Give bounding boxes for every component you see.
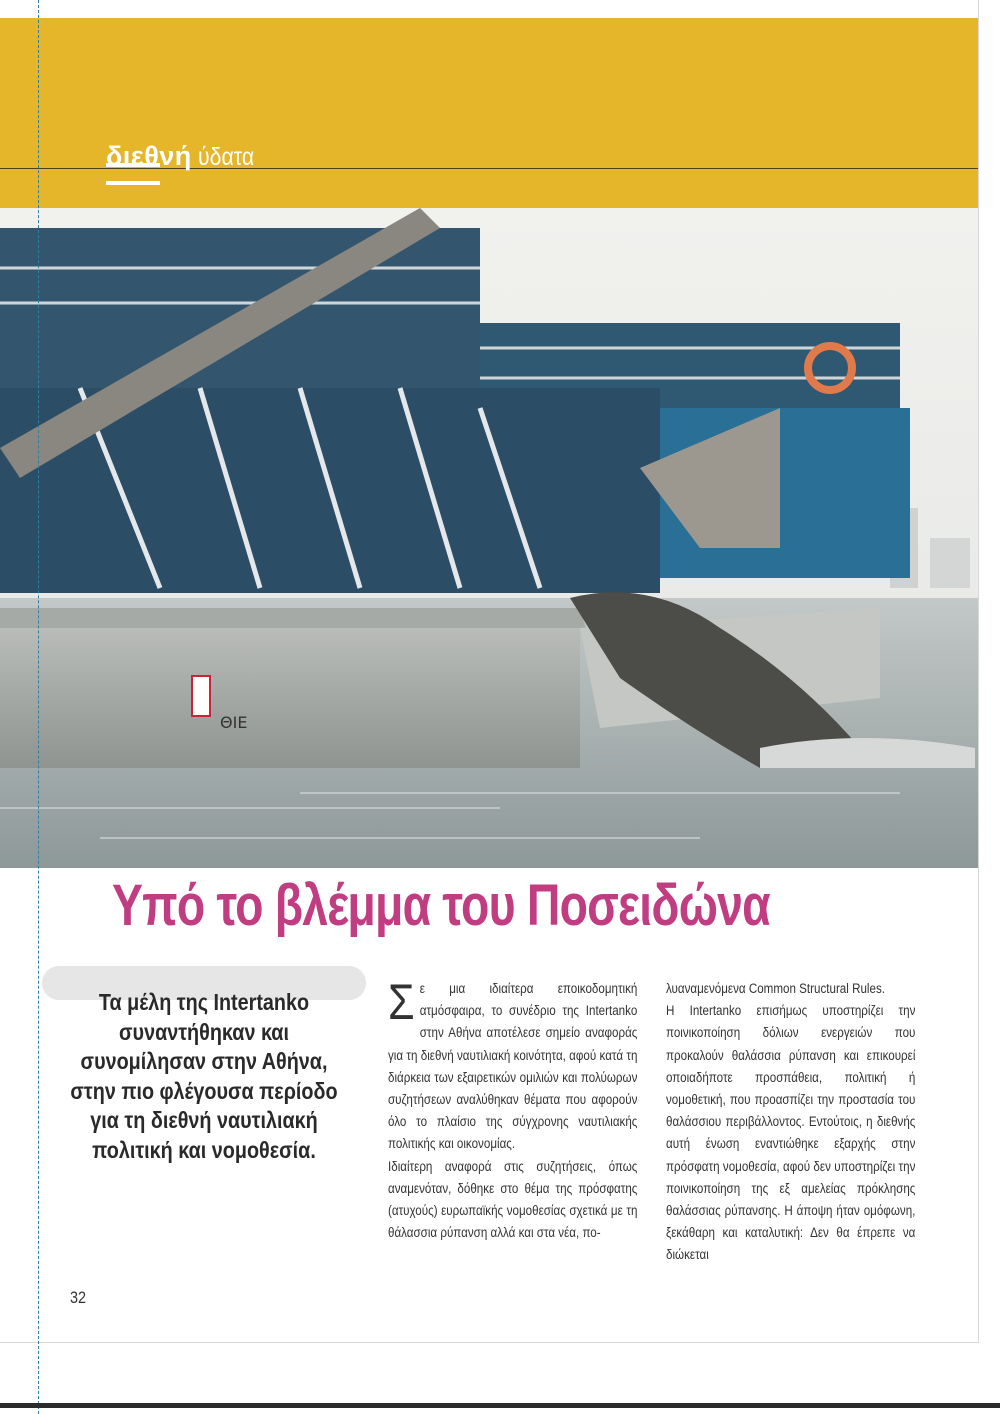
paragraph: λυαναμενόμενα Common Structural Rules. <box>666 981 885 996</box>
crop-guide-line <box>38 0 39 1414</box>
section-dash-bottom <box>106 181 160 185</box>
paragraph: Ιδιαίτερη αναφορά στις συζητήσεις, όπως αναμενόταν, δόθηκε στο θέμα της πρόσφατης (ατυχούς) ευρωπαϊκής νομοθεσίας σχετικά με τη θάλασσια ρύπανση αλλά και στα νέα, πο- <box>388 1158 638 1241</box>
paragraph-text: ε μια ιδιαίτερα εποικοδομητική ατμόσφαιρα, το συνέδριο της Intertanko στην Αθήνα αποτέλεσε σημείο αναφοράς για τη διεθνή ναυτιλιακή κοινότητα, αφού κατά τη διάρκεια των εξαιρετικών ομιλιών και πολύωρων συζητήσεων αναλύθηκαν θέματα που αφορούν όλο το πλαίσιο της σύγχρονης ναυτιλιακής πολιτικής και οικονομίας. <box>388 981 638 1152</box>
page-number: 32 <box>70 1288 87 1307</box>
dropcap: Σ <box>388 974 415 1030</box>
pullquote-text: Τα μέλη της Intertanko συναντήθηκαν και συνομίλησαν στην Αθήνα, στην πιο φλέγουσα περίοδο για τη διεθνή ναυτιλιακή πολιτική και νομοθεσία. <box>70 989 338 1163</box>
section-label <box>106 138 264 172</box>
ship-photo-icon <box>0 208 978 868</box>
article-title: Υπό το βλέμμα του Ποσειδώνα <box>112 873 770 938</box>
pullquote <box>42 966 366 1163</box>
section-label-light: ύδατα <box>197 143 254 171</box>
bottom-rule <box>0 1403 1000 1408</box>
ship-photo <box>0 208 978 868</box>
header-band <box>0 18 978 208</box>
svg-text:ΘΙΕ: ΘΙΕ <box>220 713 248 732</box>
paragraph <box>388 974 638 1156</box>
section-label-bold: διεθνή <box>106 141 192 171</box>
article-column-1 <box>388 974 638 1244</box>
paragraph: Η Intertanko επισήμως υποστηρίζει την ποινικοποίηση δόλιων ενεργειών που προκαλούν θαλάσσια ρύπανση και επικουρεί οποιαδήποτε προσπάθεια, πολιτική ή νομοθετική, που προασπίζει την προστασία του θαλάσσιου περιβάλλοντος. Εντούτοις, η διεθνής αυτή ένωση εναντιώθηκε εξαρχής στην πρόσφατη νομοθεσία, αφού δεν υποστηρίζει την ποινικοποίηση της εξ αμελείας πρόκλησης θαλάσσιας ρύπανσης. Η άποψη ήταν ομόφωνη, ξεκάθαρη και καταλυτική: Δεν θα έπρεπε να διώκεται <box>666 1003 916 1263</box>
article-column-2 <box>666 978 916 1267</box>
